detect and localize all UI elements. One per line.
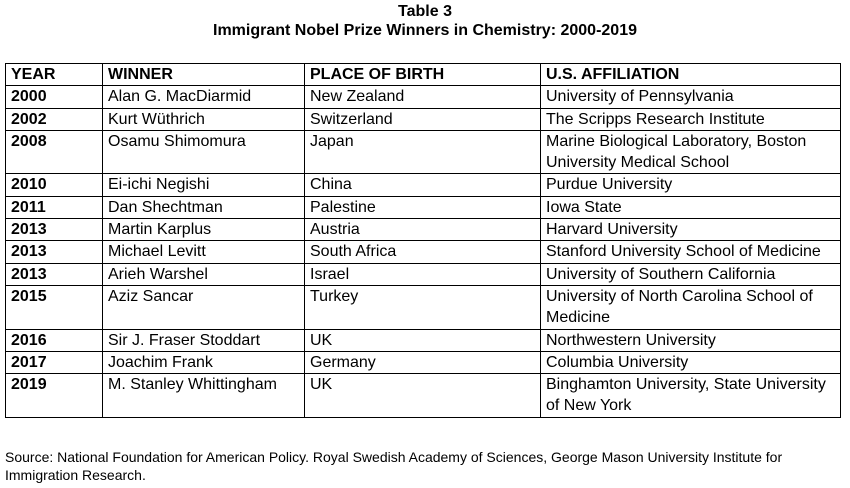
cell-winner: Arieh Warshel [103, 263, 305, 285]
cell-us-affiliation: Binghamton University, State University of New York [541, 374, 841, 418]
table-row [6, 219, 841, 241]
cell-winner: M. Stanley Whittingham [103, 374, 305, 418]
cell-winner: Alan G. MacDiarmid [103, 86, 305, 108]
cell-year: 2019 [6, 374, 103, 418]
cell-us-affiliation: Columbia University [541, 351, 841, 373]
cell-us-affiliation: Northwestern University [541, 329, 841, 351]
cell-place-of-birth: UK [305, 374, 541, 418]
cell-place-of-birth: Germany [305, 351, 541, 373]
cell-us-affiliation: Iowa State [541, 196, 841, 218]
cell-winner: Joachim Frank [103, 351, 305, 373]
table-number: Table 3 [398, 3, 452, 20]
table-row [6, 108, 841, 130]
cell-year: 2008 [6, 130, 103, 174]
cell-place-of-birth: China [305, 174, 541, 196]
column-header-place-of-birth: PLACE OF BIRTH [305, 64, 541, 86]
cell-us-affiliation: University of Southern California [541, 263, 841, 285]
cell-year: 2013 [6, 263, 103, 285]
cell-year: 2013 [6, 241, 103, 263]
cell-winner: Aziz Sancar [103, 285, 305, 329]
cell-us-affiliation: Purdue University [541, 174, 841, 196]
cell-winner: Dan Shechtman [103, 196, 305, 218]
cell-winner: Sir J. Fraser Stoddart [103, 329, 305, 351]
title-block [0, 2, 850, 40]
cell-winner: Osamu Shimomura [103, 130, 305, 174]
cell-place-of-birth: Austria [305, 219, 541, 241]
nobel-winners-table [5, 63, 841, 418]
cell-year: 2015 [6, 285, 103, 329]
cell-winner: Ei-ichi Negishi [103, 174, 305, 196]
column-header-winner: WINNER [103, 64, 305, 86]
cell-place-of-birth: Palestine [305, 196, 541, 218]
cell-place-of-birth: New Zealand [305, 86, 541, 108]
cell-us-affiliation: Marine Biological Laboratory, Boston University Medical School [541, 130, 841, 174]
table-row [6, 174, 841, 196]
cell-year: 2017 [6, 351, 103, 373]
cell-year: 2010 [6, 174, 103, 196]
cell-place-of-birth: South Africa [305, 241, 541, 263]
table-row [6, 285, 841, 329]
table-row [6, 86, 841, 108]
column-header-year: YEAR [6, 64, 103, 86]
cell-place-of-birth: Switzerland [305, 108, 541, 130]
cell-us-affiliation: Stanford University School of Medicine [541, 241, 841, 263]
table-row [6, 329, 841, 351]
table-row [6, 241, 841, 263]
cell-place-of-birth: Turkey [305, 285, 541, 329]
table-row [6, 351, 841, 373]
table-title: Immigrant Nobel Prize Winners in Chemistry: 2000-2019 [213, 22, 637, 39]
table-row [6, 196, 841, 218]
column-header-us-affiliation: U.S. AFFILIATION [541, 64, 841, 86]
cell-year: 2013 [6, 219, 103, 241]
cell-place-of-birth: UK [305, 329, 541, 351]
table-row [6, 374, 841, 418]
cell-year: 2000 [6, 86, 103, 108]
cell-place-of-birth: Japan [305, 130, 541, 174]
cell-us-affiliation: University of Pennsylvania [541, 86, 841, 108]
header-row [6, 64, 841, 86]
table-body [6, 86, 841, 417]
cell-us-affiliation: Harvard University [541, 219, 841, 241]
cell-place-of-birth: Israel [305, 263, 541, 285]
cell-year: 2011 [6, 196, 103, 218]
cell-us-affiliation: University of North Carolina School of Medicine [541, 285, 841, 329]
cell-year: 2002 [6, 108, 103, 130]
cell-winner: Kurt Wüthrich [103, 108, 305, 130]
table-row [6, 130, 841, 174]
cell-winner: Michael Levitt [103, 241, 305, 263]
table-row [6, 263, 841, 285]
source-note: Source: National Foundation for American Policy. Royal Swedish Academy of Sciences, George Mason University Institute for Immigration Research. [5, 449, 783, 483]
table-header [6, 64, 841, 86]
cell-year: 2016 [6, 329, 103, 351]
cell-us-affiliation: The Scripps Research Institute [541, 108, 841, 130]
cell-winner: Martin Karplus [103, 219, 305, 241]
